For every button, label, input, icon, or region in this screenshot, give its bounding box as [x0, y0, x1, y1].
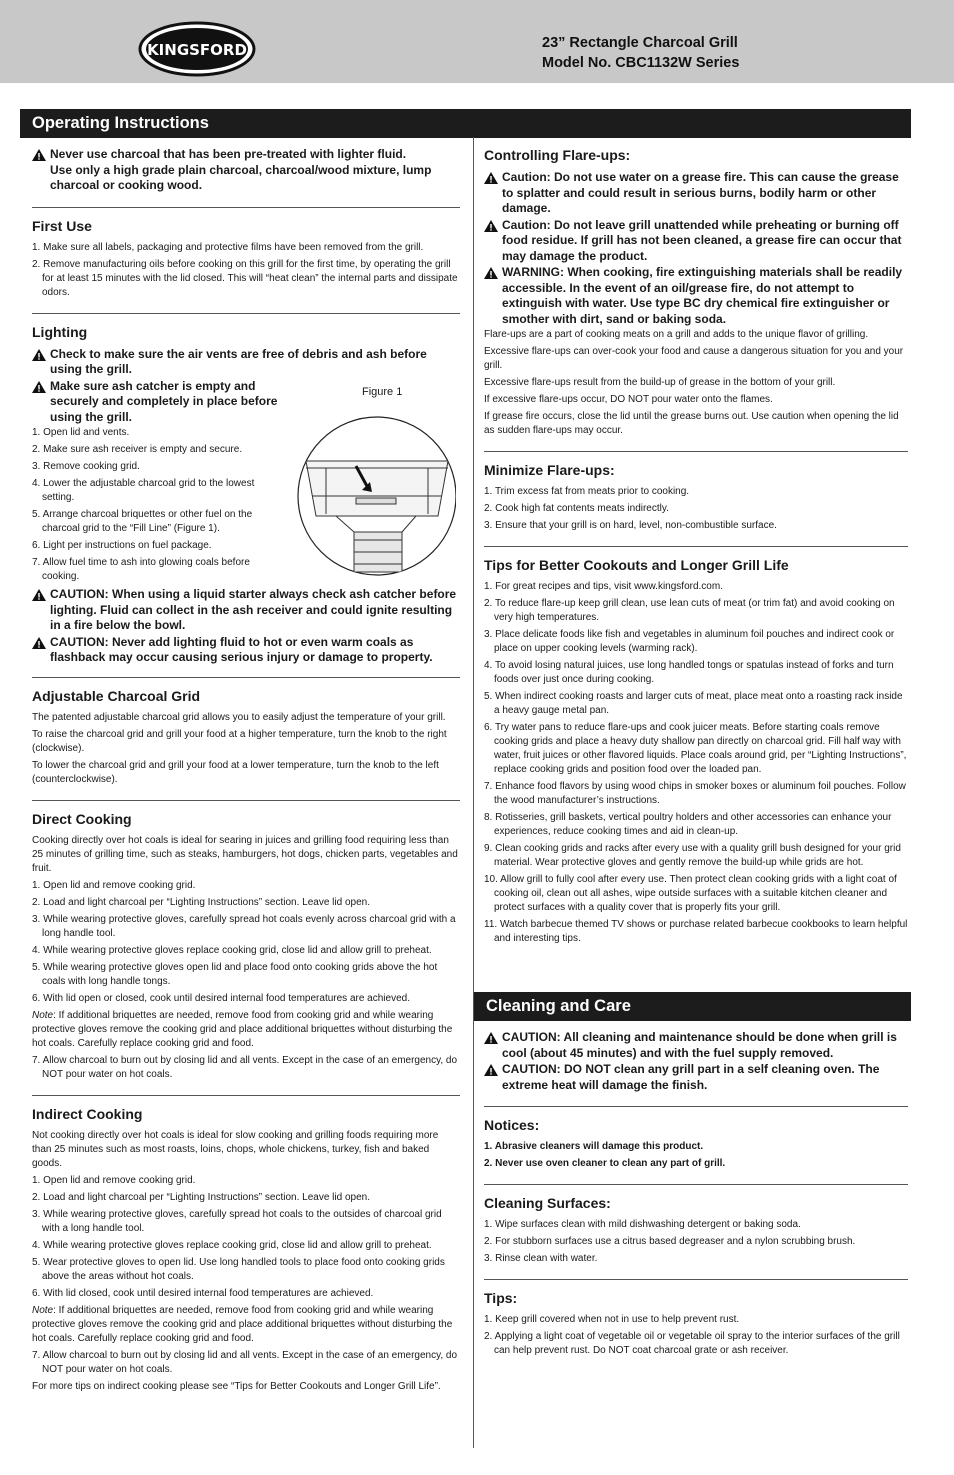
lighting-steps [32, 426, 264, 584]
figure-label: Figure 1 [362, 386, 403, 398]
notices-title: Notices: [484, 1117, 540, 1133]
direct-cooking-section [32, 811, 460, 1096]
first-use-steps [32, 241, 460, 300]
kingsford-logo [138, 21, 256, 77]
list-item: 4. While wearing protective gloves replace cooking grid, close lid and allow grill to preheat. [32, 1239, 432, 1251]
list-item: 2. To reduce flare-up keep grill clean, use lean cuts of meat (or trim fat) and avoid cooking on very high temperatures. [484, 598, 895, 623]
direct-cooking-steps [32, 879, 460, 1006]
adjustable-grid-title: Adjustable Charcoal Grid [32, 687, 201, 704]
grill-fill-line-illustration [296, 406, 456, 591]
title-line-2: Model No. CBC1132W Series [542, 55, 740, 71]
tips-better-cookouts-section [484, 557, 908, 959]
list-item: 1. Keep grill covered when not in use to help prevent rust. [484, 1314, 740, 1325]
indirect-cooking-section [32, 1106, 460, 1407]
warning-icon [484, 265, 502, 327]
paragraph: If excessive flare-ups occur, DO NOT pour water onto the flames. [484, 394, 773, 405]
list-item: 2. Load and light charcoal per “Lighting Instructions” section. Leave lid open. [32, 896, 370, 908]
list-item: 7. Allow charcoal to burn out by closing lid and all vents. Except in the case of an emergency, do NOT pour water on hot coals. [32, 1054, 458, 1080]
minimize-flareups-title: Minimize Flare-ups: [484, 462, 615, 478]
adjustable-grid-section [32, 688, 460, 801]
list-item: 2. Load and light charcoal per “Lighting Instructions” section. Leave lid open. [32, 1191, 370, 1203]
right-column-bottom [484, 1030, 908, 1381]
list-item: 2. Applying a light coat of vegetable oil or vegetable oil spray to the interior surfaces of the grill can help prevent rust. Do NOT coat charcoal grate or ash receiver. [484, 1331, 900, 1356]
list-item: 2. Cook high fat contents meats indirectly. [484, 503, 669, 514]
list-item: 8. Rotisseries, grill baskets, vertical poultry holders and other accessories can enhance your experiences, reduce cooking times and aid in clean-up. [484, 812, 892, 837]
minimize-flareups-section [484, 462, 908, 547]
list-item: 5. Wear protective gloves to open lid. Use long handled tools to place food onto cooking grids above the areas without hot coals. [32, 1256, 445, 1282]
list-item: 3. While wearing protective gloves, carefully spread hot coals evenly across charcoal grid with a long handle tool. [32, 913, 456, 939]
list-item: 2. For stubborn surfaces use a citrus based degreaser and a nylon scrubbing brush. [484, 1236, 856, 1247]
list-item: 2. Make sure ash receiver is empty and secure. [32, 444, 243, 455]
figure-1 [296, 386, 456, 586]
warning-icon [484, 1062, 502, 1093]
warning-icon [32, 347, 50, 378]
indirect-cooking-steps [32, 1174, 460, 1301]
list-item: 1. Wipe surfaces clean with mild dishwashing detergent or baking soda. [484, 1219, 801, 1230]
cleaning-warnings: CAUTION: All cleaning and maintenance should be done when grill is cool (about 45 minutes) and with the fuel supply removed. CAUTION: DO NOT clean any grill part in a self cleaning oven. The extreme heat will damage the finish. [484, 1030, 908, 1107]
paragraph: Flare-ups are a part of cooking meats on a grill and adds to the unique flavor of grilling. [484, 329, 869, 340]
list-item: 3. Place delicate foods like fish and vegetables in aluminum foil pouches and indirect cook or place on upper cooking levels (warming rack). [484, 629, 895, 654]
list-item: 1. Abrasive cleaners will damage this product. [484, 1141, 704, 1152]
tips-title: Tips: [484, 1290, 518, 1306]
list-item: 7. Allow charcoal to burn out by closing lid and all vents. Except in the case of an emergency, do NOT pour water on hot coals. [32, 1349, 458, 1375]
cleaning-surfaces-title: Cleaning Surfaces: [484, 1195, 611, 1211]
list-item: 1. Open lid and vents. [32, 427, 130, 438]
list-item: 2. Remove manufacturing oils before cooking on this grill for the first time, by operating the grill for at least 15 minutes with the lid closed. This will “heat clean” the internal parts and dissipate odors. [32, 258, 458, 298]
list-item: 1. Open lid and remove cooking grid. [32, 1174, 196, 1186]
warning-icon [484, 1030, 502, 1061]
list-item: 2. Never use oven cleaner to clean any part of grill. [484, 1158, 726, 1169]
paragraph: To lower the charcoal grid and grill your food at a lower temperature, turn the knob to the left (counterclockwise). [32, 759, 439, 785]
list-item: 3. Ensure that your grill is on hard, level, non-combustible surface. [484, 520, 777, 531]
controlling-flareups-section: Controlling Flare-ups: Caution: Do not use water on a grease fire. This can cause the grease to splatter and could result in serious burns, bodily harm or other damage. Caution: Do not leave grill unattended while preheating or burning off food residue. If grill has not been cleaned, a grease fire can occur that may damage the product. WARNING: When cooking, fire extinguishing materials shall be readily accessible. In the event of an oil/grease fire, do not attempt to extinguish with water. Use type BC dry chemical fire extinguisher or smother with dirt, sand or baking soda. Flare-ups are a part of cooking meats on a grill and adds to the unique flavor of grilling. Excessive flare-ups can over-cook your food and cause a dangerous situation for you and your grill. Excessive flare-ups result from the build-up of grease in the bottom of your grill. If excessive flare-ups occur, DO NOT pour water onto the flames. If grease fire occurs, close the lid until the grease burns out. Use caution when opening the lid as sudden flare-ups may occur. [484, 147, 908, 452]
list-item: 5. While wearing protective gloves open lid and place food onto cooking grids above the hot coals with long handle tongs. [32, 961, 438, 987]
cleaning-surfaces-section [484, 1195, 908, 1280]
paragraph: Not cooking directly over hot coals is ideal for slow cooking and grilling foods requiring more than 25 minutes such as most roasts, loins, chops, whole chickens, turkey, fish and baked goods. [32, 1129, 439, 1169]
tips-better-cookouts-title: Tips for Better Cookouts and Longer Grill Life [484, 557, 789, 573]
warning-icon [484, 218, 502, 265]
paragraph: Excessive flare-ups result from the build-up of grease in the bottom of your grill. [484, 377, 836, 388]
warning-icon [32, 587, 50, 634]
lighting-title: Lighting [32, 323, 88, 340]
list-item: 4. Lower the adjustable charcoal grid to the lowest setting. [32, 478, 255, 503]
tips-section [484, 1290, 908, 1371]
intro-warning: Never use charcoal that has been pre-treated with lighter fluid. Use only a high grade plain charcoal, charcoal/wood mixture, lump charcoal or cooking wood. [32, 147, 460, 208]
paragraph: To raise the charcoal grid and grill your food at a higher temperature, turn the knob to the right (clockwise). [32, 728, 447, 754]
list-item: 1. Trim excess fat from meats prior to cooking. [484, 486, 690, 497]
first-use-title: First Use [32, 217, 92, 234]
list-item: 5. When indirect cooking roasts and larger cuts of meat, place meat onto a roasting rack inside a heavy gauge metal pan. [484, 691, 903, 716]
title-line-1: 23” Rectangle Charcoal Grill [542, 35, 738, 51]
list-item: 6. With lid open or closed, cook until desired internal food temperatures are achieved. [32, 992, 410, 1004]
warning-icon [32, 379, 50, 426]
warning-icon [484, 170, 502, 217]
list-item: 3. Rinse clean with water. [484, 1253, 598, 1264]
document-title [542, 33, 739, 73]
cleaning-and-care-bar: Cleaning and Care [474, 992, 911, 1021]
right-column-top [484, 147, 908, 969]
list-item: 1. Open lid and remove cooking grid. [32, 879, 196, 891]
warning-icon [32, 635, 50, 666]
lighting-section: Lighting Check to make sure the air vents are free of debris and ash before using the grill. Make sure ash catcher is empty and securely and completely in place before using the grill. 1. Open lid and vents. 2. Make sure ash receiver is empty and secure. 3. Remove cooking grid. 4. Lower the adjustable charcoal grid to the lowest setting. 5. Arrange charcoal briquettes or other fuel on the charcoal grid to the “Fill Line” (Figure 1). 6. Light per instructions on fuel package. 7. Allow fuel time to ash into glowing coals before cooking. CAUTION: When using a liquid starter always check ash catcher before lighting. Fluid can collect in the ash receiver and could ignite resulting in a fire below the bowl. CAUTION: Never add lighting fluid to hot or even warm coals as flashback may occur causing serious injury or damage to property. [32, 324, 460, 678]
note: Note: If additional briquettes are needed, remove food from cooking grid and while wearing protective gloves remove the cooking grid and place additional briquettes without disturbing the hot coals. Carefully replace cooking grid and food. [32, 1304, 453, 1344]
indirect-cooking-title: Indirect Cooking [32, 1105, 143, 1122]
list-item: 3. While wearing protective gloves, carefully spread hot coals to the outsides of charcoal grid with a long handle tool. [32, 1208, 442, 1234]
direct-cooking-title: Direct Cooking [32, 810, 132, 827]
paragraph: If grease fire occurs, close the lid until the grease burns out. Use caution when opening the lid as sudden flare-ups may occur. [484, 411, 899, 436]
paragraph: The patented adjustable charcoal grid allows you to easily adjust the temperature of your grill. [32, 711, 446, 723]
list-item: 4. While wearing protective gloves replace cooking grid, close lid and allow grill to preheat. [32, 944, 432, 956]
controlling-flareups-title: Controlling Flare-ups: [484, 147, 631, 163]
first-use-section [32, 218, 460, 314]
paragraph: For more tips on indirect cooking please see “Tips for Better Cookouts and Longer Grill Life”. [32, 1380, 441, 1392]
list-item: 5. Arrange charcoal briquettes or other fuel on the charcoal grid to the “Fill Line” (Figure 1). [32, 509, 253, 534]
list-item: 7. Allow fuel time to ash into glowing coals before cooking. [32, 557, 250, 582]
left-column [32, 147, 460, 1417]
list-item: 1. Make sure all labels, packaging and protective films have been removed from the grill. [32, 241, 424, 253]
list-item: 7. Enhance food flavors by using wood chips in smoker boxes or aluminum foil pouches. Follow the wood manufacturer’s instructions. [484, 781, 906, 806]
paragraph: Excessive flare-ups can over-cook your food and cause a dangerous situation for you and your grill. [484, 346, 904, 371]
notices-section [484, 1117, 908, 1185]
list-item: 6. Try water pans to reduce flare-ups and cook juicer meats. Before starting coals remove cooking grids and place a heavy duty shallow pan directly on charcoal grid. Fill half way with water, fruit juices or other flavored liquids. Place coals around grid, per “Lighting Instructions”, replace cooking grids and position food over the loaded pan. [484, 722, 907, 775]
list-item: 1. For great recipes and tips, visit www.kingsford.com. [484, 581, 723, 592]
list-item: 9. Clean cooking grids and racks after every use with a quality grill bush designed for your grid material. Wear protective gloves and gently remove the build-up while grids are hot. [484, 843, 901, 868]
note: Note: If additional briquettes are needed, remove food from cooking grid and while wearing protective gloves remove the cooking grid and place additional briquettes without disturbing the hot coals. Carefully replace cooking grid and food. [32, 1009, 453, 1049]
list-item: 10. Allow grill to fully cool after every use. Then protect clean cooking grids with a light coat of cooking oil, clean out all ashes, wipe outside surfaces with a suitable kitchen cleaner and protect surfaces with a quality cover that is properly fits your grill. [484, 874, 897, 913]
logo-text: KINGSFORD [147, 41, 247, 59]
warning-icon [32, 147, 50, 194]
column-divider [473, 137, 474, 1448]
list-item: 4. To avoid losing natural juices, use long handled tongs or spatulas instead of forks and turn foods over just once during cooking. [484, 660, 894, 685]
list-item: 6. Light per instructions on fuel package. [32, 540, 212, 551]
list-item: 11. Watch barbecue themed TV shows or purchase related barbecue cookbooks to learn helpful and interesting tips. [484, 919, 908, 944]
list-item: 6. With lid closed, cook until desired internal food temperatures are achieved. [32, 1287, 374, 1299]
paragraph: Cooking directly over hot coals is ideal for searing in juices and grilling food requiring less than 25 minutes of grilling time, such as steaks, hamburgers, hot dogs, chicken parts, vegetables and fruit. [32, 834, 458, 874]
operating-instructions-bar: Operating Instructions [20, 109, 911, 138]
list-item: 3. Remove cooking grid. [32, 461, 140, 472]
